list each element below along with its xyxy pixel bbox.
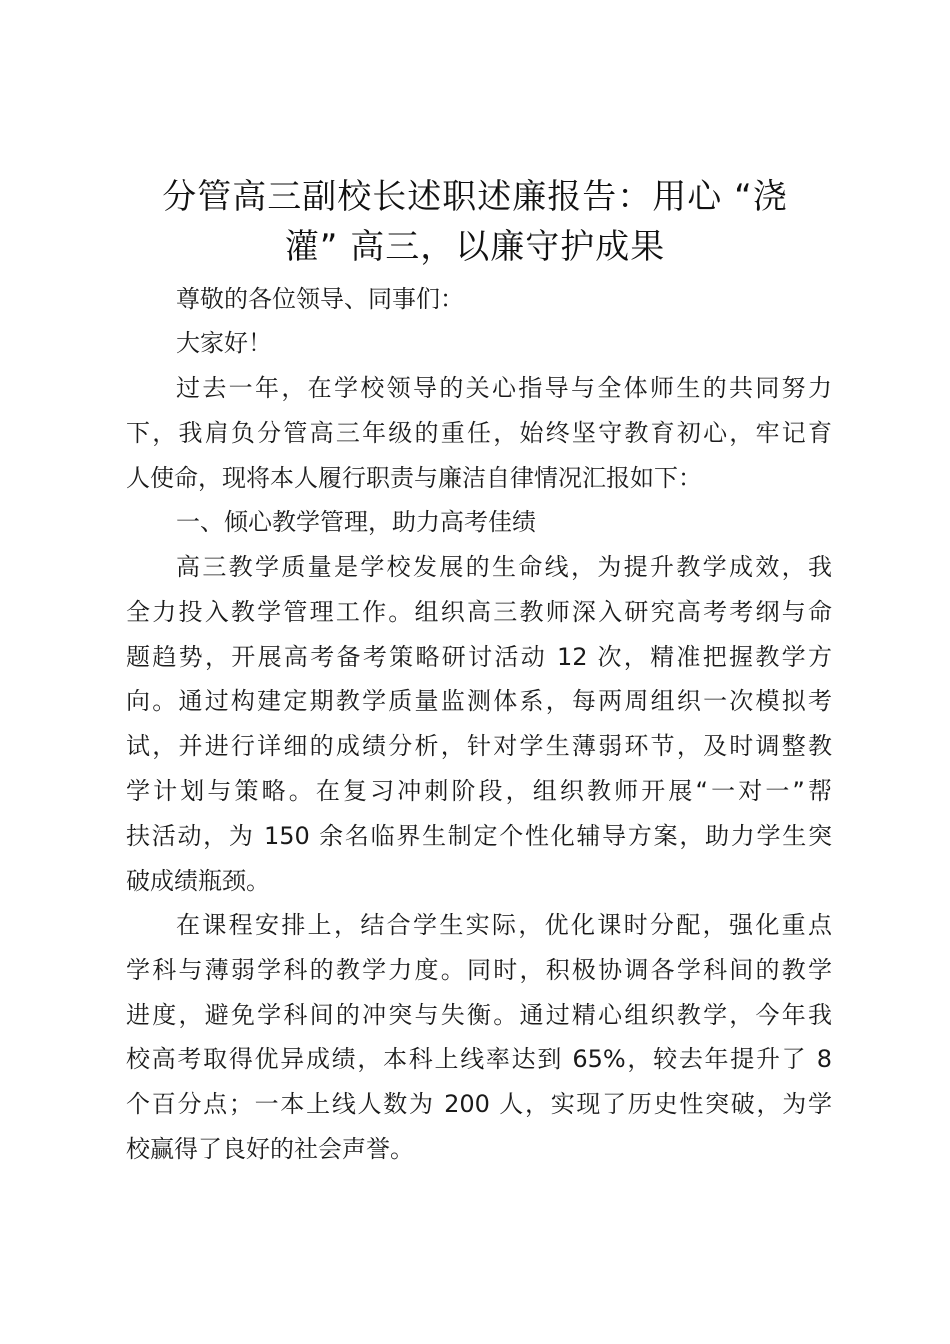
title-line-2: 灌” 高三，以廉守护成果 — [284, 227, 666, 267]
paragraph-line: 校高考取得优异成绩，本科上线率达到 65%，较去年提升了 8 — [126, 1045, 832, 1074]
section1-heading-text: 一、倾心教学管理，助力高考佳绩 — [176, 508, 536, 536]
paragraph-line: 破成绩瓶颈。 — [126, 866, 270, 895]
salutation-text: 尊敬的各位领导、同事们： — [176, 285, 464, 313]
section1-paragraph-1 — [126, 545, 832, 903]
paragraph-line: 扶活动，为 150 余名临界生制定个性化辅导方案，助力学生突 — [126, 821, 832, 850]
section1-paragraph-2 — [126, 903, 832, 1172]
title-line-1: 分管高三副校长述职述廉报告：用心 “浇 — [162, 177, 788, 217]
section-heading — [126, 500, 832, 545]
intro-line: 下，我肩负分管高三年级的重任，始终坚守教育初心，牢记育 — [126, 418, 832, 447]
paragraph-line: 高三教学质量是学校发展的生命线，为提升教学成效，我 — [176, 553, 832, 581]
paragraph-line: 校赢得了良好的社会声誉。 — [126, 1134, 414, 1163]
paragraph-line: 全力投入教学管理工作。组织高三教师深入研究高考考纲与命 — [126, 597, 832, 626]
document-title — [120, 172, 830, 272]
paragraph-line: 在课程安排上，结合学生实际，优化课时分配，强化重点 — [176, 911, 832, 939]
paragraph-line: 题趋势，开展高考备考策略研讨活动 12 次，精准把握教学方 — [126, 642, 832, 671]
salutation-paragraph — [126, 277, 832, 322]
greeting-paragraph — [126, 321, 832, 366]
paragraph-line: 向。通过构建定期教学质量监测体系，每两周组织一次模拟考 — [126, 687, 832, 716]
paragraph-line: 学计划与策略。在复习冲刺阶段，组织教师开展“一对一”帮 — [126, 776, 832, 805]
paragraph-line: 进度，避免学科间的冲突与失衡。通过精心组织教学，今年我 — [126, 1000, 832, 1029]
paragraph-line: 个百分点；一本上线人数为 200 人，实现了历史性突破，为学 — [126, 1090, 832, 1119]
intro-paragraph — [126, 366, 832, 500]
intro-line: 过去一年，在学校领导的关心指导与全体师生的共同努力 — [176, 374, 832, 402]
greeting-text: 大家好！ — [176, 329, 272, 357]
intro-line: 人使命，现将本人履行职责与廉洁自律情况汇报如下： — [126, 463, 702, 492]
paragraph-line: 试，并进行详细的成绩分析，针对学生薄弱环节，及时调整教 — [126, 732, 832, 761]
paragraph-line: 学科与薄弱学科的教学力度。同时，积极协调各学科间的教学 — [126, 955, 832, 984]
